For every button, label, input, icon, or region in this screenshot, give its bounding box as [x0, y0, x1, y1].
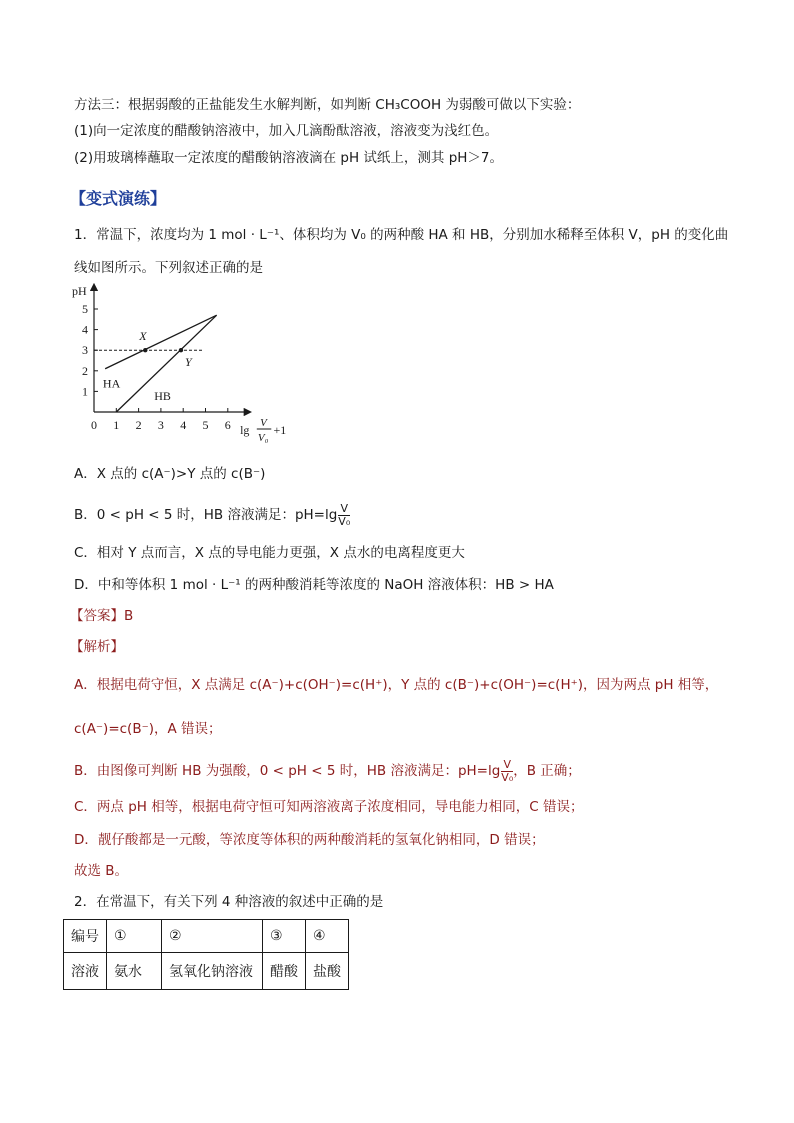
- table-cell: 氢氧化钠溶液: [162, 953, 263, 990]
- q1-option-b-num: V: [338, 503, 350, 516]
- table-cell: ④: [306, 920, 349, 953]
- q1-stem-line1: 1．常温下，浓度均为 1 mol · L⁻¹、体积均为 V₀ 的两种酸 HA 和 HB，分别加水稀释至体积 V，pH 的变化曲: [74, 227, 729, 243]
- table-cell: 编号: [64, 920, 107, 953]
- analysis-label: 【解析】: [70, 639, 124, 655]
- table-row: [64, 953, 349, 990]
- series-label-hb: HB: [154, 388, 171, 403]
- analysis-conclusion: 故选 B。: [74, 863, 129, 879]
- x-axis-label-den: V₀: [257, 432, 269, 443]
- q1-option-b-den: V₀: [338, 514, 351, 528]
- q1-option-c: C．相对 Y 点而言，X 点的导电能力更强，X 点水的电离程度更大: [74, 545, 465, 561]
- table-cell: 盐酸: [306, 953, 349, 990]
- method3-item1: (1)向一定浓度的醋酸钠溶液中，加入几滴酚酞溶液，溶液变为浅红色。: [74, 123, 499, 139]
- analysis-a-line2: c(A⁻)=c(B⁻)，A 错误；: [74, 721, 222, 737]
- x-axis-label-lg: lg: [240, 423, 250, 437]
- q1-option-d: D．中和等体积 1 mol · L⁻¹ 的两种酸消耗等浓度的 NaOH 溶液体积：HB > HA: [74, 577, 554, 593]
- y-tick-label: 2: [82, 363, 88, 378]
- q2-stem: 2．在常温下，有关下列 4 种溶液的叙述中正确的是: [74, 894, 384, 910]
- x-tick-label: 1: [113, 418, 120, 432]
- table-cell: ②: [162, 920, 263, 953]
- analysis-b-num: V: [501, 759, 513, 772]
- point-x: [143, 348, 147, 352]
- table-cell: ①: [107, 920, 162, 953]
- x-tick-label: 6: [224, 418, 231, 432]
- analysis-b-text: B．由图像可判断 HB 为强酸，0 < pH < 5 时，HB 溶液满足：pH=lg: [74, 763, 501, 779]
- x-axis-label-num: V: [260, 417, 267, 429]
- x-tick-label: 2: [135, 418, 142, 432]
- point-label-y: Y: [184, 355, 192, 370]
- series-line-ha: [105, 315, 216, 369]
- x-axis-label-plus: +1: [273, 423, 287, 437]
- q1-stem-line2: 线如图所示。下列叙述正确的是: [74, 260, 263, 276]
- solutions-table: [63, 919, 349, 990]
- y-tick-label: 4: [82, 322, 88, 337]
- q1-option-b-text: B．0 < pH < 5 时，HB 溶液满足：pH=lg: [74, 507, 338, 523]
- analysis-b-fraction: [501, 759, 513, 784]
- x-tick-label: 4: [180, 418, 187, 432]
- analysis-b-suffix: ，B 正确；: [513, 763, 581, 779]
- table-cell: ③: [263, 920, 306, 953]
- table-cell: 氨水: [107, 953, 162, 990]
- method3-intro: 方法三：根据弱酸的正盐能发生水解判断，如判断 CH₃COOH 为弱酸可做以下实验：: [74, 97, 581, 113]
- point-label-x: X: [139, 329, 147, 344]
- series-label-ha: HA: [102, 376, 121, 391]
- y-tick-label: 3: [82, 343, 88, 358]
- analysis-c: C．两点 pH 相等，根据电荷守恒可知两溶液离子浓度相同，导电能力相同，C 错误；: [74, 799, 584, 815]
- y-axis-label: pH: [72, 284, 87, 298]
- analysis-a-line1: A．根据电荷守恒，X 点满足 c(A⁻)+c(OH⁻)=c(H⁺)，Y 点的 c(B⁻)+c(OH⁻)=c(H⁺)，因为两点 pH 相等，: [74, 677, 719, 693]
- y-tick-label: 1: [82, 384, 88, 399]
- answer-label: 【答案】B: [70, 608, 134, 624]
- x-tick-label: 3: [157, 418, 164, 432]
- table-cell: 醋酸: [263, 953, 306, 990]
- table-row: [64, 920, 349, 953]
- table-cell: 溶液: [64, 953, 107, 990]
- q1-option-a: A．X 点的 c(A⁻)>Y 点的 c(B⁻): [74, 466, 266, 482]
- analysis-b-den: V₀: [501, 770, 514, 784]
- analysis-d: D．靓仔酸都是一元酸，等浓度等体积的两种酸消耗的氢氧化钠相同，D 错误；: [74, 832, 545, 848]
- point-y: [179, 348, 183, 352]
- y-tick-label: 5: [82, 302, 88, 316]
- q1-option-b: [74, 500, 350, 530]
- q1-option-b-fraction: [338, 503, 350, 528]
- ph-chart: [68, 283, 308, 443]
- x-tick-label: 5: [202, 418, 209, 432]
- analysis-b: [74, 756, 581, 786]
- method3-item2: (2)用玻璃棒蘸取一定浓度的醋酸钠溶液滴在 pH 试纸上，测其 pH＞7。: [74, 150, 504, 166]
- section-title: 【变式演练】: [70, 189, 167, 208]
- x-tick-label: 0: [91, 418, 97, 432]
